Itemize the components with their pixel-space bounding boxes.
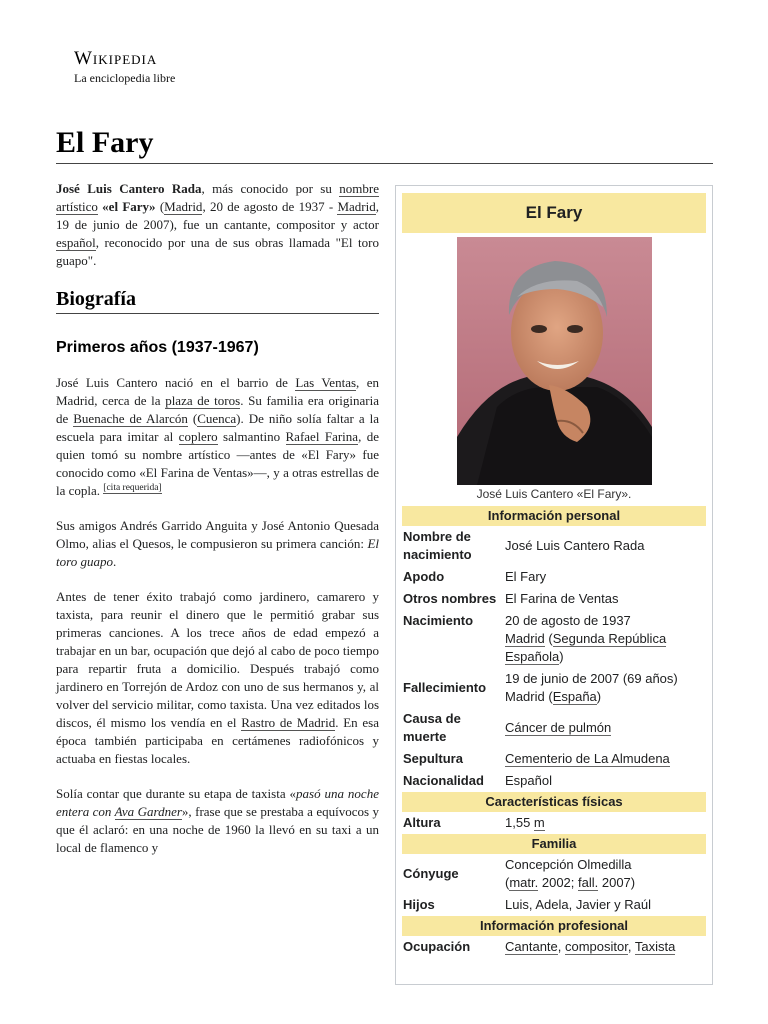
value: José Luis Cantero Rada (505, 538, 645, 553)
text: ) (559, 649, 564, 664)
value: El Farina de Ventas (505, 591, 619, 606)
value (505, 612, 706, 666)
link-cuenca[interactable]: Cuenca (197, 411, 237, 426)
text: , 20 de agosto de 1937 - (202, 199, 338, 214)
photo-caption: José Luis Cantero «El Fary». (476, 487, 632, 501)
text: . (112, 554, 117, 569)
intro-name: José Luis Cantero Rada (56, 181, 202, 196)
paragraph-origins (56, 374, 379, 500)
section-header-fisicas: Características físicas (402, 792, 706, 812)
label: Otros nombres (403, 591, 497, 606)
text: Sus amigos Andrés Garrido Anguita y José Antonio Quesada Olmo, alias el Quesos, le compusieron su primera canción: (56, 518, 379, 551)
paragraph-jobs (56, 588, 379, 768)
text: José Luis Cantero nació en el barrio de (56, 375, 296, 390)
link-taxista[interactable]: Taxista (634, 939, 676, 954)
label: Hijos (403, 897, 435, 912)
row-nombre-nacimiento (402, 526, 706, 566)
label: Cónyuge (403, 866, 459, 881)
text: ( (505, 875, 510, 890)
row-hijos (402, 894, 706, 916)
text: , en Madrid, cerca de la (56, 375, 380, 408)
infobox (395, 185, 713, 985)
intro-paragraph (56, 180, 379, 270)
text: 2007) (598, 875, 636, 890)
row-altura (402, 812, 706, 834)
section-header-personal: Información personal (402, 506, 706, 526)
link-madrid[interactable]: Madrid (337, 199, 376, 214)
text: ). De niño solía faltar a la escuela para imitar al (56, 411, 379, 444)
row-nacionalidad (402, 770, 706, 792)
text: , más conocido por su (201, 181, 340, 196)
value (505, 750, 706, 768)
row-fallecimiento (402, 668, 706, 708)
text: 20 de agosto de 1937 (505, 613, 631, 628)
section-heading-biografia: Biografía (56, 287, 379, 314)
link-madrid[interactable]: Madrid (505, 631, 545, 646)
row-ocupacion (402, 936, 706, 958)
text: ) (596, 689, 602, 704)
row-apodo (402, 566, 706, 588)
link-cementerio[interactable]: Cementerio de La Almudena (505, 751, 670, 766)
text: , (557, 939, 565, 954)
abbr-fallecimiento[interactable]: fall. (578, 875, 599, 890)
link-madrid[interactable]: Madrid (164, 199, 203, 214)
link-las-ventas[interactable]: Las Ventas (295, 375, 357, 390)
text: , de quien tomó su nombre artístico —antes de «El Fary» fue conocido como «El Farina de Ventas»—, y a otras estrellas de la copla. (56, 429, 379, 498)
link-cantante[interactable]: Cantante (505, 939, 558, 954)
text: 2002; (538, 875, 579, 890)
link-nombre-artistico[interactable]: nombre artístico (56, 181, 379, 214)
subsection-heading-primeros-anos: Primeros años (1937-1967) (56, 339, 259, 356)
value: Luis, Adela, Javier y Raúl (505, 897, 651, 912)
value: El Fary (505, 569, 547, 584)
link-buenache[interactable]: Buenache de Alarcón (73, 411, 188, 426)
link-compositor[interactable]: compositor (565, 939, 628, 954)
row-conyuge (402, 854, 706, 894)
article-body (56, 180, 379, 874)
text: Antes de tener éxito trabajó como jardinero, camarero y taxista, para reunir el dinero que le permitió grabar sus primeras canciones. A los trece años de edad empezó a trabajar en un bar, ocupación que dejó al cabo de poco tiempo para repartir fruta a domicilio. Después trabajó como jardinero en Torrejón de Ardoz con uno de sus hermanos y, al volver del servicio militar, como taxista. Una vez editados los discos, él mismo los vendía en el (56, 589, 379, 730)
text: , reconocido por una de sus obras llamada "El toro guapo". (56, 235, 379, 268)
paragraph-taxi (56, 785, 379, 857)
intro-alias: «el Fary» (102, 199, 156, 214)
text: . Su familia era originaria de (56, 393, 379, 426)
link-coplero[interactable]: coplero (178, 429, 218, 444)
text: . En esa época también participaba en certámenes radiofónicos y actuaba en fiestas locales. (56, 715, 380, 766)
text: salmantino (217, 429, 286, 444)
value: Español (505, 773, 552, 788)
link-metro[interactable]: m (533, 815, 545, 830)
row-causa-muerte (402, 708, 706, 748)
paragraph-friends (56, 517, 379, 571)
text: Solía contar que durante su etapa de taxista « (56, 786, 297, 801)
text: ( (544, 631, 553, 646)
label: Nacionalidad (403, 773, 484, 788)
text: Madrid ( (505, 689, 553, 704)
label: Sepultura (403, 751, 463, 766)
text: ( (187, 411, 198, 426)
section-header-familia: Familia (402, 834, 706, 854)
link-rafael-farina[interactable]: Rafael Farina (285, 429, 359, 444)
label: Nacimiento (403, 613, 474, 628)
text: Concepción Olmedilla (505, 857, 632, 872)
label: Causa de muerte (403, 711, 461, 744)
link-espana[interactable]: España (552, 689, 597, 704)
value (505, 670, 706, 706)
song-title: El toro guapo (56, 536, 379, 569)
section-header-profesional: Información profesional (402, 916, 706, 936)
text: 1,55 (505, 815, 534, 830)
portrait-photo[interactable] (457, 237, 652, 485)
value (505, 814, 706, 832)
text: pasó una noche entera con (56, 786, 379, 819)
text: 19 de junio de 2007 (69 años) (505, 671, 678, 686)
wikipedia-logo[interactable] (74, 49, 175, 86)
row-nacimiento (402, 610, 706, 668)
link-rastro-de-madrid[interactable]: Rastro de Madrid (241, 715, 336, 730)
row-otros-nombres (402, 588, 706, 610)
citation-needed-link[interactable]: [cita requerida] (103, 482, 162, 493)
value (505, 719, 706, 737)
label: Altura (403, 815, 441, 830)
link-segunda-republica[interactable]: Segunda República Española (505, 631, 667, 664)
link-plaza-de-toros[interactable]: plaza de toros (165, 393, 241, 408)
text: , (627, 939, 635, 954)
text: ( (155, 199, 165, 214)
page-title: El Fary (56, 126, 713, 164)
row-sepultura (402, 748, 706, 770)
text: », frase que se prestaba a equívocos y que él aclaró: en una noche de 1960 la llevó en su taxi a un local de flamenco y (56, 804, 379, 855)
label: Fallecimiento (403, 680, 487, 695)
label: Nombre de nacimiento (403, 529, 472, 562)
link-ava-gardner[interactable]: Ava Gardner (114, 804, 182, 819)
abbr-matrimonio[interactable]: matr. (509, 875, 539, 890)
wikipedia-wordmark: Wikipedia (74, 48, 158, 69)
label: Ocupación (403, 939, 471, 954)
text: , 19 de junio de 2007), fue un cantante, compositor y actor (56, 199, 379, 232)
infobox-title: El Fary (402, 193, 706, 233)
value (505, 938, 706, 956)
link-cancer-de-pulmon[interactable]: Cáncer de pulmón (505, 720, 612, 735)
label: Apodo (403, 569, 445, 584)
link-espanol[interactable]: español (56, 235, 96, 250)
wikipedia-tagline: La enciclopedia libre (74, 71, 176, 85)
value (505, 856, 706, 892)
